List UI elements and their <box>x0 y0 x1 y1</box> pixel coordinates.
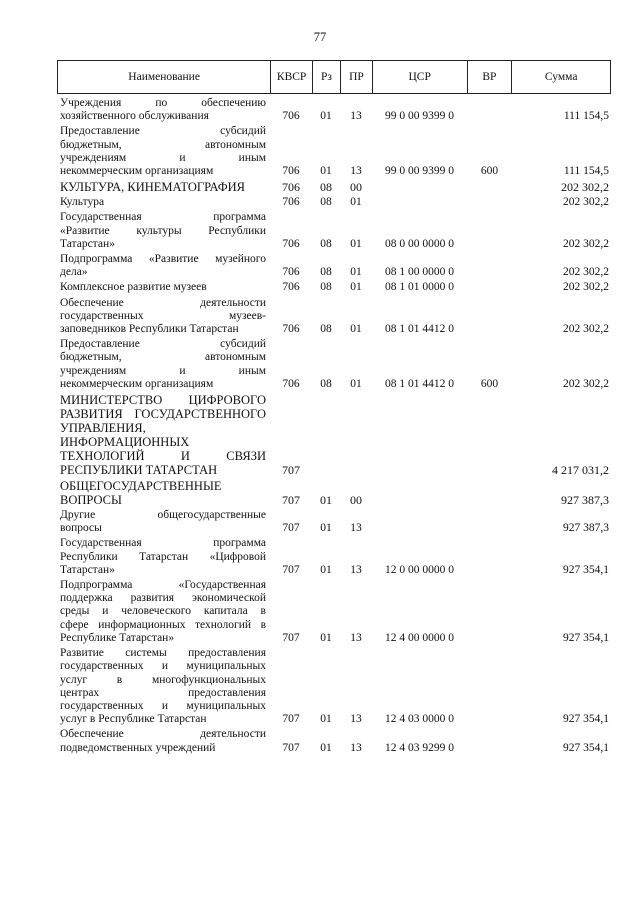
header-kvsr: КВСР <box>270 61 312 93</box>
row-name-line: Государственная программа <box>60 537 266 550</box>
row-name-line: Предоставление субсидий <box>60 125 266 138</box>
table-row <box>57 509 611 535</box>
row-csr: 12 4 00 0000 0 <box>385 631 454 644</box>
row-name <box>57 297 270 337</box>
row-name <box>57 647 270 726</box>
table-row <box>57 281 611 294</box>
row-kvsr: 707 <box>282 631 300 644</box>
row-name-line: среды и человеческого капитала в <box>60 605 266 618</box>
row-name-line: учреждениям и иным <box>60 151 266 164</box>
row-name-line: бюджетным, автономным <box>60 138 266 151</box>
row-sum: 202 302,2 <box>563 281 609 294</box>
row-rz: 08 <box>320 180 332 195</box>
row-name-line: заповедников Республики Татарстан <box>60 323 239 336</box>
row-vr: 600 <box>480 377 499 390</box>
row-sum: 927 354,1 <box>563 741 609 754</box>
row-name-line: Татарстан» <box>60 563 115 576</box>
row-csr: 99 0 00 9399 0 <box>385 110 454 123</box>
row-name-line: государственных и муниципальных <box>60 699 266 712</box>
row-rz: 01 <box>320 741 332 754</box>
page-number: 77 <box>313 30 327 44</box>
row-csr: 08 1 01 4412 0 <box>385 323 454 336</box>
row-pr: 01 <box>350 266 362 279</box>
row-csr: 08 1 01 4412 0 <box>385 377 454 390</box>
table-header <box>57 60 611 94</box>
row-kvsr: 706 <box>282 323 300 336</box>
row-name-line: Обеспечение деятельности <box>60 728 266 741</box>
row-pr: 13 <box>350 563 362 576</box>
table-row <box>57 537 611 577</box>
row-name-line: Культура <box>60 196 105 209</box>
row-name <box>57 479 270 507</box>
row-name-line: Комплексное развитие музеев <box>60 281 207 294</box>
row-sum: 111 154,5 <box>563 110 609 123</box>
row-sum: 927 387,3 <box>563 522 609 535</box>
row-pr: 13 <box>350 631 362 644</box>
table-row <box>57 393 611 477</box>
row-sum: 202 302,2 <box>563 196 609 209</box>
row-name-line: хозяйственного обслуживания <box>60 110 209 123</box>
row-name-line: некоммерческим организациям <box>60 377 214 390</box>
row-rz: 08 <box>320 281 332 294</box>
row-name-line: дела» <box>60 266 88 279</box>
table-row <box>57 647 611 726</box>
row-name-line: Учреждения по обеспечению <box>60 97 266 109</box>
row-sum: 4 217 031,2 <box>552 462 609 477</box>
row-name-line: РАЗВИТИЯ ГОСУДАРСТВЕННОГО <box>60 407 266 422</box>
table-row <box>57 338 611 391</box>
row-name-line: некоммерческим организациям <box>60 165 214 178</box>
row-csr: 12 4 03 9299 0 <box>385 741 454 754</box>
row-pr: 13 <box>350 741 362 754</box>
row-name <box>57 211 270 251</box>
row-name-line: Другие общегосударственные <box>60 509 266 522</box>
row-name <box>57 579 270 645</box>
row-rz: 08 <box>320 377 332 390</box>
table-row <box>57 253 611 279</box>
row-pr: 13 <box>350 522 362 535</box>
row-rz: 01 <box>320 522 332 535</box>
row-kvsr: 706 <box>282 165 300 178</box>
row-name <box>57 196 270 209</box>
row-name-line: Республике Татарстан» <box>60 631 175 644</box>
row-pr: 01 <box>350 281 362 294</box>
row-rz: 08 <box>320 196 332 209</box>
row-name-line: бюджетным, автономным <box>60 351 266 364</box>
row-name-line: РЕСПУБЛИКИ ТАТАРСТАН <box>60 463 218 478</box>
row-kvsr: 707 <box>282 492 300 507</box>
row-name-line: Развитие системы предоставления <box>60 647 266 660</box>
row-rz: 01 <box>320 563 332 576</box>
row-kvsr: 707 <box>282 462 300 477</box>
row-kvsr: 706 <box>282 266 300 279</box>
row-name-line: центрах предоставления <box>60 686 266 699</box>
row-kvsr: 706 <box>282 237 300 250</box>
row-name-line: учреждениям и иным <box>60 364 266 377</box>
row-name-line: поддержка развития экономической <box>60 592 266 605</box>
row-name-line: подведомственных учреждений <box>60 741 216 754</box>
row-name-line: Государственная программа <box>60 211 266 224</box>
row-rz: 01 <box>320 631 332 644</box>
row-rz: 08 <box>320 323 332 336</box>
row-pr: 00 <box>350 492 362 507</box>
row-name-line: «Развитие культуры Республики <box>60 224 266 237</box>
row-rz: 01 <box>320 492 332 507</box>
row-csr: 99 0 00 9399 0 <box>385 165 454 178</box>
row-sum: 202 302,2 <box>563 377 609 390</box>
row-name-line: Обеспечение деятельности <box>60 296 266 309</box>
row-kvsr: 706 <box>282 110 300 123</box>
table-row <box>57 579 611 645</box>
row-name-line: ВОПРОСЫ <box>60 493 122 508</box>
row-name-line: ТЕХНОЛОГИЙ И СВЯЗИ <box>60 449 266 464</box>
row-sum: 927 354,1 <box>563 563 609 576</box>
row-rz: 01 <box>320 110 332 123</box>
row-pr: 13 <box>350 165 362 178</box>
row-sum: 202 302,2 <box>561 180 609 195</box>
row-sum: 927 387,3 <box>561 492 609 507</box>
row-name-line: сфере информационных технологий в <box>60 618 266 631</box>
row-pr: 01 <box>350 196 362 209</box>
row-kvsr: 707 <box>282 563 300 576</box>
row-name-line: ОБЩЕГОСУДАРСТВЕННЫЕ <box>60 479 222 494</box>
row-name-line: Подпрограмма «Государственная <box>60 579 266 592</box>
row-name-line: ИНФОРМАЦИОННЫХ <box>60 435 190 450</box>
row-name <box>57 509 270 535</box>
table-row <box>57 297 611 337</box>
row-name <box>57 97 270 123</box>
row-name-line: вопросы <box>60 522 102 535</box>
header-vr: ВР <box>467 61 512 93</box>
row-csr: 08 1 00 0000 0 <box>385 266 454 279</box>
row-name <box>57 393 270 477</box>
row-csr: 12 4 03 0000 0 <box>385 713 454 726</box>
row-name <box>57 728 270 754</box>
row-kvsr: 706 <box>282 196 300 209</box>
row-sum: 202 302,2 <box>563 237 609 250</box>
row-kvsr: 707 <box>282 713 300 726</box>
row-name <box>57 180 270 194</box>
header-name: Наименование <box>128 71 200 83</box>
row-kvsr: 706 <box>282 281 300 294</box>
row-name <box>57 253 270 279</box>
table-row <box>57 97 611 123</box>
table-row <box>57 211 611 251</box>
table-row <box>57 125 611 178</box>
row-pr: 13 <box>350 713 362 726</box>
row-name <box>57 537 270 577</box>
row-name-line: МИНИСТЕРСТВО ЦИФРОВОГО <box>60 393 266 408</box>
header-csr: ЦСР <box>372 61 467 93</box>
row-name-line: услуг в Республике Татарстан <box>60 713 207 726</box>
header-pr: ПР <box>340 61 372 93</box>
row-name-line: Республики Татарстан «Цифровой <box>60 550 266 563</box>
table-row <box>57 728 611 754</box>
row-pr: 01 <box>350 237 362 250</box>
row-name-line: государственных и муниципальных <box>60 660 266 673</box>
row-kvsr: 706 <box>282 180 300 195</box>
row-kvsr: 707 <box>282 522 300 535</box>
row-sum: 202 302,2 <box>563 323 609 336</box>
table-row <box>57 196 611 209</box>
table-body <box>57 97 611 757</box>
row-name-line: государственных музеев- <box>60 309 266 322</box>
row-sum: 202 302,2 <box>563 266 609 279</box>
row-sum: 927 354,1 <box>563 631 609 644</box>
row-name-line: КУЛЬТУРА, КИНЕМАТОГРАФИЯ <box>60 180 245 195</box>
row-name-line: Подпрограмма «Развитие музейного <box>60 253 266 266</box>
row-rz: 08 <box>320 237 332 250</box>
row-name-line: Татарстан» <box>60 237 115 250</box>
header-rz: Рз <box>312 61 340 93</box>
table-row <box>57 180 611 194</box>
row-rz: 08 <box>320 266 332 279</box>
table-row <box>57 479 611 507</box>
header-sum: Сумма <box>511 61 610 93</box>
row-rz: 01 <box>320 165 332 178</box>
row-name <box>57 281 270 294</box>
row-vr: 600 <box>480 165 499 178</box>
row-csr: 08 0 00 0000 0 <box>385 237 454 250</box>
row-pr: 13 <box>350 110 362 123</box>
row-rz: 01 <box>320 713 332 726</box>
row-csr: 12 0 00 0000 0 <box>385 563 454 576</box>
row-kvsr: 706 <box>282 377 300 390</box>
row-name <box>57 338 270 391</box>
row-pr: 01 <box>350 323 362 336</box>
row-name-line: Предоставление субсидий <box>60 338 266 351</box>
row-name <box>57 125 270 178</box>
row-pr: 01 <box>350 377 362 390</box>
row-sum: 927 354,1 <box>563 713 609 726</box>
row-name-line: УПРАВЛЕНИЯ, <box>60 421 146 436</box>
row-pr: 00 <box>350 180 362 195</box>
row-csr: 08 1 01 0000 0 <box>385 281 454 294</box>
row-sum: 111 154,5 <box>563 165 609 178</box>
row-kvsr: 707 <box>282 741 300 754</box>
row-name-line: услуг в многофункциональных <box>60 673 266 686</box>
